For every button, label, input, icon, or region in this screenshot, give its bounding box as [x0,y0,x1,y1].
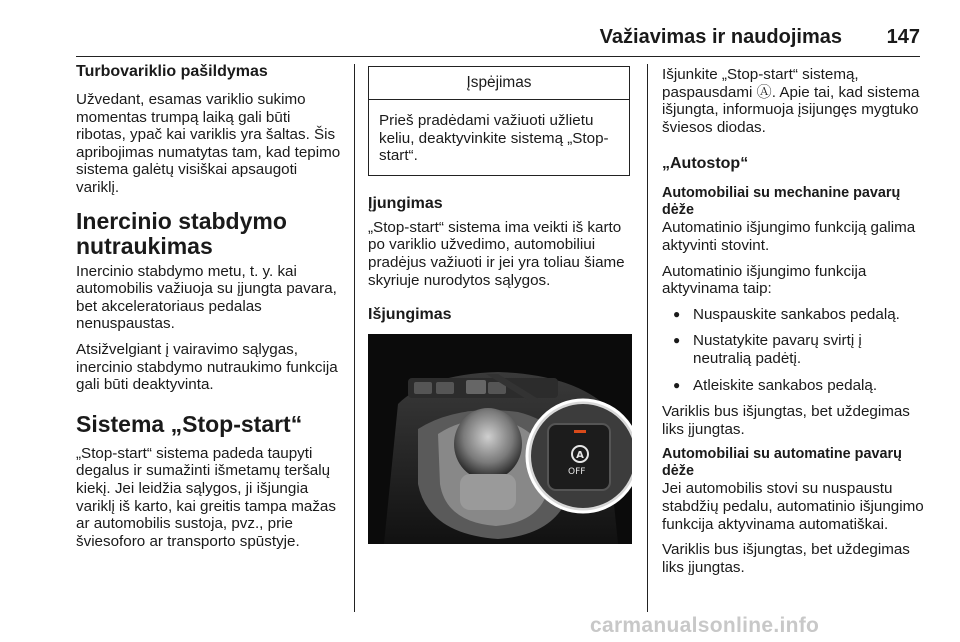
paragraph: „Stop-start“ sistema padeda taupyti degalus ir sumažinti išmetamų teršalų kiekį. Jei leidžia sąlygos, ji išjungia variklį iš karto, kai greitis tampa mažas ar automobilis sustoja, pvz., prie šviesoforo ar transporto spūstyje. [76,444,336,550]
paragraph: „Stop-start“ sistema ima veikti iš karto po variklio užvedimo, automobiliui pradėjus važiuoti ir jei yra toliau šiame skyriuje nurodytos sąlygos. [368,218,625,289]
section-heading-activation: Įjungimas [368,194,443,212]
section-heading-stop-start: Sistema „Stop-start“ [76,410,303,437]
page-header [0,26,960,56]
svg-text:A: A [576,450,584,462]
watermark: carmanualsonline.info [590,614,820,637]
list-item: ● Atleiskite sankabos pedalą. [662,377,924,395]
paragraph: Automatinio išjungimo funkciją galima aktyvinti stovint. [662,219,916,254]
paragraph: Automatinio išjungimo funkcija aktyvinama taip: [662,262,867,298]
paragraph: Variklis bus išjungtas, bet uždegimas liks įjungtas. [662,541,910,576]
list-item: ● Nuspauskite sankabos pedalą. [662,306,924,324]
section-heading-turbo: Turbovariklio pašildymas [76,63,268,80]
paragraph: Variklis bus išjungtas, bet uždegimas liks įjungtas. [662,403,910,438]
steps-list [662,306,924,394]
subheading-automatic: Automobiliai su automatine pavarų dėže [662,446,902,480]
paragraph: Inercinio stabdymo metu, t. y. kai automobilis važiuoja su įjungta pavara, bet akceleratoriaus pedalas nenuspaustas. [76,262,337,333]
column-divider-2 [647,64,648,612]
column-3 [662,66,924,584]
column-1 [76,62,344,558]
section-heading-deactivation: Išjungimas [368,306,452,324]
subheading-manual: Automobiliai su mechanine pavarų dėže [662,185,901,219]
column-divider-1 [354,64,355,612]
warning-box [368,66,630,176]
header-rule [76,56,920,57]
console-illustration [368,334,632,544]
paragraph: Atsižvelgiant į vairavimo sąlygas, inercinio stabdymo nutraukimo funkcija gali būti deaktyvinta. [76,340,338,394]
paragraph: Užvedant, esamas variklio sukimo momentas trumpą laiką gali būti ribotas, ypač kai variklis yra šaltas. Šis apribojimas numatytas tam, kad tepimo sistema galėtų visiškai apsaugoti variklį. [76,91,341,196]
section-heading-coasting: Inercinio stabdymo nutraukimas [76,207,287,259]
warning-text: Prieš pradėdami važiuoti užlietu keliu, deaktyvinkite sistemą „Stop-start“. [379,112,609,165]
list-item: ● Nustatykite pavarų svirtį į neutralią padėtį. [662,332,924,367]
off-button-label: OFF [568,467,586,478]
column-2 [368,66,632,544]
center-console-photo [368,334,632,544]
page-title: Važiavimas ir naudojimas [599,26,842,48]
warning-title: Įspėjimas [369,67,629,100]
section-heading-autostop: „Autostop“ [662,155,749,173]
paragraph: Išjunkite „Stop-start“ sistemą, paspausdami Ⓐ. Apie tai, kad sistema išjungta, informuoja įsijungęs mygtuko šviesos diodas. [662,66,920,136]
page-number: 147 [886,26,920,48]
paragraph: Jei automobilis stovi su nuspaustu stabdžių pedalu, automatinio išjungimo funkcija aktyvinama automatiškai. [662,480,924,533]
